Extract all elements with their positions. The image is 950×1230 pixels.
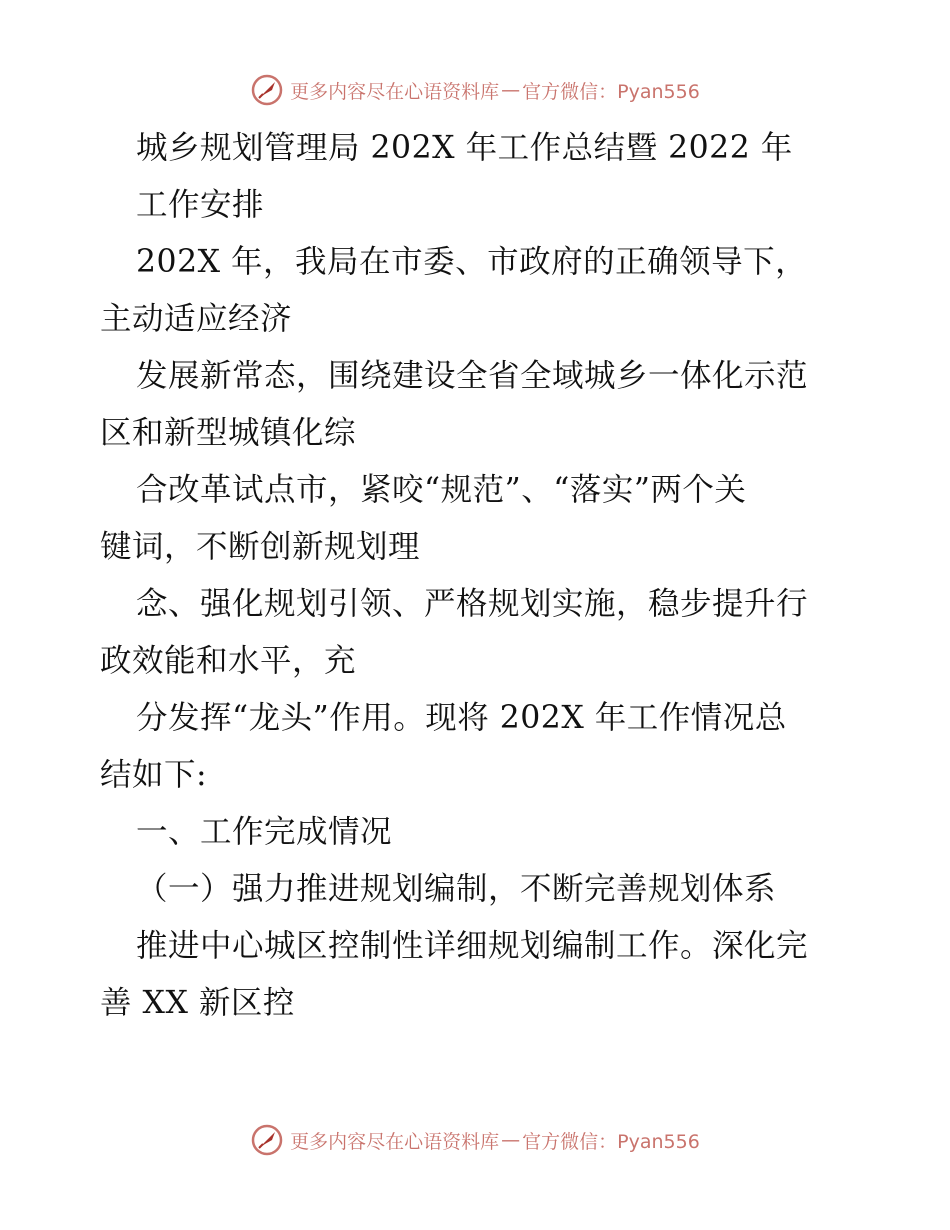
paragraph-line: 政效能和水平，充 <box>100 643 357 679</box>
header-watermark-banner <box>0 72 950 108</box>
document-body <box>100 120 852 1032</box>
banner-contact: 官方微信：Pyan556 <box>522 1130 700 1153</box>
paragraph-line: 区和新型城镇化综 <box>100 415 357 451</box>
banner-contact: 官方微信：Pyan556 <box>522 80 700 103</box>
paragraph-line: 发展新常态，围绕建设全省全域城乡一体化示范 <box>136 358 809 394</box>
paragraph-line: 主动适应经济 <box>100 301 293 337</box>
banner-separator: — <box>501 79 521 101</box>
paragraph-line: 202X 年，我局在市委、市政府的正确领导下， <box>136 244 808 280</box>
doc-title-line-1: 城乡规划管理局 202X 年工作总结暨 2022 年 <box>136 130 793 166</box>
banner-text: 更多内容尽在心语资料库 <box>290 1130 500 1153</box>
paragraph-line: 念、强化规划引领、严格规划实施，稳步提升行 <box>136 586 809 622</box>
paragraph-line: 推进中心城区控制性详细规划编制工作。深化完 <box>136 928 809 964</box>
paragraph-line: 合改革试点市，紧咬“规范”、“落实”两个关 <box>136 472 747 508</box>
paragraph-line: 分发挥“龙头”作用。现将 202X 年工作情况总 <box>136 700 787 736</box>
doc-title-line-2: 工作安排 <box>136 187 265 223</box>
paragraph-line: 结如下: <box>100 757 208 793</box>
paragraph-line: 善 XX 新区控 <box>100 985 295 1021</box>
banner-separator: — <box>501 1129 521 1151</box>
banner-text: 更多内容尽在心语资料库 <box>290 80 500 103</box>
subsection-heading: （一）强力推进规划编制，不断完善规划体系 <box>136 871 777 907</box>
footer-watermark-banner <box>0 1122 950 1158</box>
feather-pen-logo-icon <box>250 73 284 107</box>
section-heading: 一、工作完成情况 <box>136 814 393 850</box>
paragraph-line: 键词，不断创新规划理 <box>100 529 421 565</box>
feather-pen-logo-icon <box>250 1123 284 1157</box>
